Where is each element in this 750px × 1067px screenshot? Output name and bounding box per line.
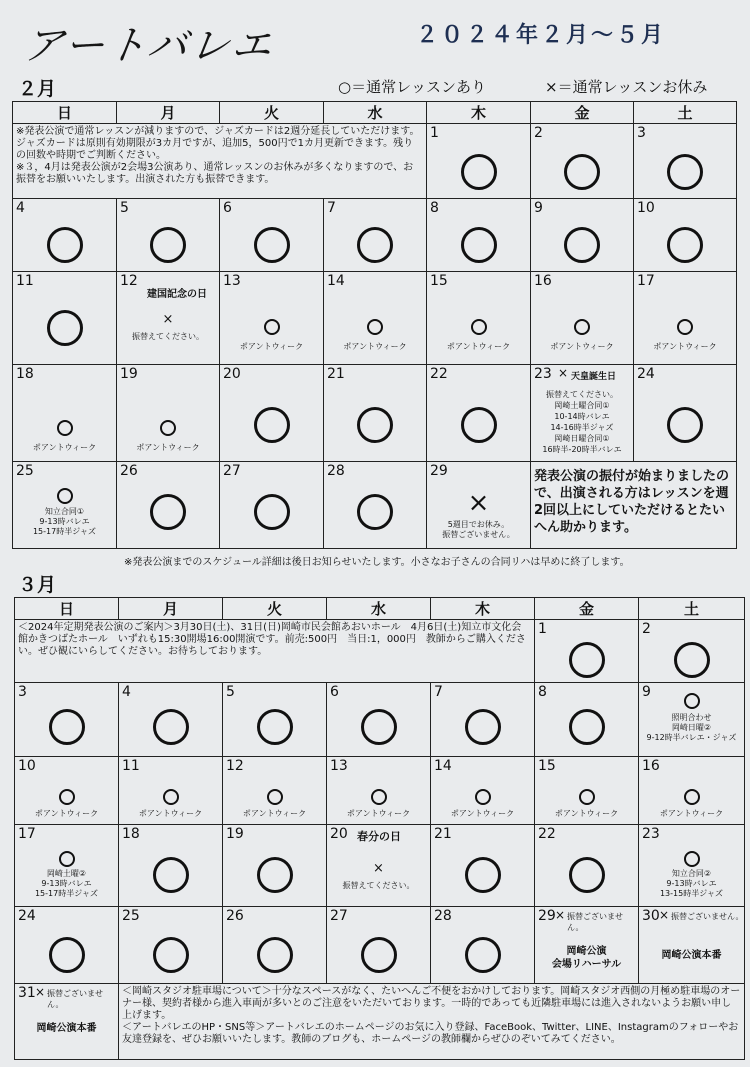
day-cell xyxy=(427,199,531,272)
pointe-week-label: ポアントウィーク xyxy=(450,809,515,818)
pointe-week-label: ポアントウィーク xyxy=(446,342,511,351)
lesson-circle-icon xyxy=(153,857,189,893)
lesson-circle-icon xyxy=(564,227,600,263)
day-cell xyxy=(535,683,639,757)
weekday-wed: 水 xyxy=(327,598,431,620)
lesson-circle-icon xyxy=(257,709,293,745)
day-number: 2 xyxy=(642,621,651,637)
lesson-circle-icon xyxy=(461,227,497,263)
day-number: 14 xyxy=(327,273,345,289)
lesson-circle-icon xyxy=(257,937,293,973)
small-circle-icon xyxy=(684,693,700,709)
day-cell xyxy=(639,757,745,825)
furikae-note: 振替えてください。 xyxy=(342,881,415,890)
day-cell xyxy=(431,907,535,984)
day-cell xyxy=(15,757,119,825)
feb23-schedule: 振替えてください。 岡崎土曜合同① 10-14時バレエ 14-16時半ジャズ 岡崎日曜合同① 16時半-20時半バレエ xyxy=(542,390,622,454)
calendar-mar xyxy=(14,597,745,1060)
day-cell xyxy=(634,124,737,199)
small-circle-icon xyxy=(677,319,693,335)
day-number: 7 xyxy=(434,684,443,700)
day-number: 18 xyxy=(122,826,140,842)
day-cell xyxy=(119,683,223,757)
month-title-feb: ２月 xyxy=(18,78,57,100)
okazaki-rehearsal: 岡崎公演 会場リハーサル xyxy=(551,946,622,970)
day-cell xyxy=(535,825,639,907)
weekday-fri: 金 xyxy=(531,102,634,124)
day-number: 17 xyxy=(637,273,655,289)
lesson-circle-icon xyxy=(150,494,186,530)
feb-notice-cell xyxy=(13,124,427,199)
lesson-circle-icon xyxy=(254,494,290,530)
day-number: 17 xyxy=(18,826,36,842)
lesson-circle-icon xyxy=(357,494,393,530)
lesson-circle-icon xyxy=(465,709,501,745)
weekday-sat: 土 xyxy=(639,598,745,620)
day-cell xyxy=(220,365,324,462)
small-circle-icon xyxy=(267,789,283,805)
weekday-sat: 土 xyxy=(634,102,737,124)
day-number: 8 xyxy=(430,200,439,216)
day-number: 30 xyxy=(642,908,660,924)
lesson-circle-icon xyxy=(461,154,497,190)
day-number: 18 xyxy=(16,366,34,382)
day-number: 16 xyxy=(642,758,660,774)
small-circle-icon xyxy=(264,319,280,335)
weekday-tue: 火 xyxy=(223,598,327,620)
lesson-circle-icon xyxy=(257,857,293,893)
lesson-circle-icon xyxy=(569,642,605,678)
day-number: 4 xyxy=(122,684,131,700)
day-number: 8 xyxy=(538,684,547,700)
lesson-circle-icon xyxy=(254,407,290,443)
performance-notice: ＜2024年定期発表公演のご案内＞3月30日(土)、31日(日)岡崎市民会館あおいホール 4月6日(土)知立市文化会館かきつばたホール いずれも15:30開場16:00開演です。前売:500円 当日:1，000円 教師からご購入ください。ぜひ観にいらしてください。お待ちしております。 xyxy=(18,622,526,657)
lesson-circle-icon xyxy=(667,227,703,263)
lesson-circle-icon xyxy=(461,407,497,443)
day-number: 7 xyxy=(327,200,336,216)
calendar-feb xyxy=(12,101,737,549)
weekday-wed: 水 xyxy=(324,102,427,124)
lesson-circle-icon xyxy=(357,227,393,263)
day-cell xyxy=(639,683,745,757)
day-number: 2 xyxy=(534,125,543,141)
day-number: 6 xyxy=(223,200,232,216)
legend-closed: ×＝通常レッスンお休み xyxy=(545,78,708,96)
legend-open: ○＝通常レッスンあり xyxy=(338,78,486,96)
lesson-circle-icon xyxy=(153,937,189,973)
weekday-mon: 月 xyxy=(117,102,220,124)
day-number: 3 xyxy=(18,684,27,700)
small-circle-icon xyxy=(367,319,383,335)
pointe-week-label: ポアントウィーク xyxy=(346,809,411,818)
day-cell xyxy=(535,907,639,984)
weekday-thu: 木 xyxy=(427,102,531,124)
small-circle-icon xyxy=(579,789,595,805)
day-number: 4 xyxy=(16,200,25,216)
closed-cross-icon: × xyxy=(558,366,569,380)
closed-cross-icon: × xyxy=(35,985,46,999)
day-number: 31 xyxy=(18,985,36,1001)
day-number: 1 xyxy=(538,621,547,637)
pointe-week-label: ポアントウィーク xyxy=(550,342,614,351)
lesson-circle-icon xyxy=(564,154,600,190)
okazaki-performance: 岡崎公演本番 xyxy=(661,950,722,961)
lesson-circle-icon xyxy=(569,709,605,745)
day-number: 5 xyxy=(120,200,129,216)
no-furikae-note: 振替ございません。 xyxy=(567,912,623,932)
day-number: 19 xyxy=(120,366,138,382)
closed-cross-icon: × xyxy=(659,908,670,922)
day-cell xyxy=(15,984,119,1060)
day-number: 6 xyxy=(330,684,339,700)
day-cell xyxy=(15,825,119,907)
day-cell xyxy=(13,272,117,365)
day-cell xyxy=(220,462,324,549)
day-cell xyxy=(220,272,324,365)
day-cell xyxy=(431,757,535,825)
month-title-mar: ３月 xyxy=(18,574,57,596)
day-number: 15 xyxy=(538,758,556,774)
weekday-thu: 木 xyxy=(431,598,535,620)
feb-footnote: ※発表公演までのスケジュール詳細は後日お知らせいたします。小さなお子さんの合同リハは早めに終了します。 xyxy=(124,557,630,568)
parking-sns-notice: ＜岡崎スタジオ駐車場について＞十分なスペースがなく、たいへんご不便をおかけしております。岡崎スタジオ西側の月極め駐車場のオーナー様、契約者様から進入車両が多いとのご注意をいただいております。一時的であっても近隣駐車場には進入されないようお願い申し上げます。 ＜アートバレエのHP・SNS等＞アートバレエのホームページのお気に入り登録、FaceBook、Twitter、LINE、Instagramのフォローやお友達登録を、ぜひお願いいたします。教師のブログも、ホームページの教師欄からぜひのぞいてみてください。 xyxy=(122,986,741,1045)
day-cell xyxy=(531,199,634,272)
small-circle-icon xyxy=(574,319,590,335)
pointe-week-label: ポアントウィーク xyxy=(653,342,717,351)
day-number: 25 xyxy=(122,908,140,924)
small-circle-icon xyxy=(684,851,700,867)
lesson-circle-icon xyxy=(465,857,501,893)
lesson-circle-icon xyxy=(667,154,703,190)
day-cell xyxy=(119,907,223,984)
day-number: 9 xyxy=(642,684,651,700)
day-number: 5 xyxy=(226,684,235,700)
day-cell xyxy=(535,757,639,825)
day-number: 13 xyxy=(223,273,241,289)
small-circle-icon xyxy=(160,420,176,436)
feb29-note: 5週目でお休み。 振替ございません。 xyxy=(442,520,515,539)
day-number: 24 xyxy=(637,366,655,382)
day-cell xyxy=(427,462,531,549)
day-cell xyxy=(119,757,223,825)
mar-bottom-notice-cell xyxy=(119,984,745,1060)
small-circle-icon xyxy=(59,789,75,805)
day-number: 16 xyxy=(534,273,552,289)
lesson-circle-icon xyxy=(569,857,605,893)
day-number: 22 xyxy=(538,826,556,842)
day-cell xyxy=(639,620,745,683)
pointe-week-label: ポアントウィーク xyxy=(659,809,724,818)
small-circle-icon xyxy=(57,488,73,504)
no-furikae-note: 振替ございません。 xyxy=(47,989,103,1009)
period-title: ２０２４年２月～５月 xyxy=(416,23,667,48)
small-circle-icon xyxy=(371,789,387,805)
lesson-circle-icon xyxy=(49,709,85,745)
day-cell xyxy=(427,124,531,199)
feb25-schedule: 知立合同① 9-13時バレエ 15-17時半ジャズ xyxy=(32,507,97,536)
furikae-note: 振替えてください。 xyxy=(132,332,204,341)
day-cell xyxy=(117,365,220,462)
mar-notice-cell xyxy=(15,620,535,683)
holiday-label: 建国記念の日 xyxy=(147,289,207,300)
no-furikae-note: 振替ございません。 xyxy=(671,912,744,921)
day-number: 10 xyxy=(18,758,36,774)
lesson-circle-icon xyxy=(49,937,85,973)
mar23-schedule: 知立合同② 9-13時バレエ 13-15時半ジャズ xyxy=(659,869,724,898)
pointe-week-label: ポアントウィーク xyxy=(242,809,307,818)
lesson-circle-icon xyxy=(674,642,710,678)
mar9-schedule: 照明合わせ 岡崎日曜② 9-12時半バレエ・ジャズ xyxy=(646,713,737,742)
pointe-week-label: ポアントウィーク xyxy=(343,342,407,351)
day-cell xyxy=(15,683,119,757)
day-cell xyxy=(639,907,745,984)
lesson-circle-icon xyxy=(47,310,83,346)
day-cell xyxy=(531,124,634,199)
day-cell xyxy=(639,825,745,907)
pointe-week-label: ポアントウィーク xyxy=(239,342,304,351)
pointe-week-label: ポアントウィーク xyxy=(34,809,99,818)
holiday-label: 天皇誕生日 xyxy=(571,372,617,382)
pointe-week-label: ポアントウィーク xyxy=(554,809,619,818)
logo: アートバレエ xyxy=(20,23,277,69)
feb-card-note: ※発表公演で通常レッスンが減りますので、ジャズカードは2週分延長していただけます。ジャズカードは原則有効期限が3カ月ですが、追加5，500円で1カ月更新できます。残りの回数や時期でご判断ください。 ※３，4月は発表公演が2会場3公演あり、通常レッスンのお休みが多くなりますので、お振替をお願いいたします。出演された方も振替できます。 xyxy=(16,126,420,185)
lesson-circle-icon xyxy=(361,937,397,973)
day-cell xyxy=(324,199,427,272)
day-number: 10 xyxy=(637,200,655,216)
pointe-week-label: ポアントウィーク xyxy=(136,443,200,452)
day-cell xyxy=(431,683,535,757)
day-cell xyxy=(13,365,117,462)
day-number: 13 xyxy=(330,758,348,774)
day-cell xyxy=(427,272,531,365)
day-number: 20 xyxy=(223,366,241,382)
day-number: 11 xyxy=(122,758,140,774)
lesson-circle-icon xyxy=(47,227,83,263)
day-cell xyxy=(220,199,324,272)
day-number: 23 xyxy=(534,366,552,382)
lesson-circle-icon xyxy=(465,937,501,973)
day-cell xyxy=(223,757,327,825)
day-number: 23 xyxy=(642,826,660,842)
day-number: 28 xyxy=(434,908,452,924)
closed-cross-icon: × xyxy=(555,908,566,922)
day-number: 29 xyxy=(430,463,448,479)
day-number: 11 xyxy=(16,273,34,289)
feb-notice-cell xyxy=(531,462,737,549)
okazaki-performance: 岡崎公演本番 xyxy=(36,1023,97,1034)
day-cell xyxy=(531,272,634,365)
day-cell xyxy=(117,199,220,272)
day-cell xyxy=(15,907,119,984)
lesson-circle-icon xyxy=(667,407,703,443)
day-number: 29 xyxy=(538,908,556,924)
lesson-circle-icon xyxy=(254,227,290,263)
day-number: 14 xyxy=(434,758,452,774)
day-number: 24 xyxy=(18,908,36,924)
day-cell xyxy=(427,365,531,462)
day-cell xyxy=(223,825,327,907)
small-circle-icon xyxy=(475,789,491,805)
small-circle-icon xyxy=(684,789,700,805)
choreography-notice: 発表公演の振付が始まりましたので、出演される方はレッスンを週2回以上にしていただけるとたいへん助かります。 xyxy=(534,469,730,535)
day-number: 3 xyxy=(637,125,646,141)
lesson-circle-icon xyxy=(150,227,186,263)
day-number: 21 xyxy=(327,366,345,382)
day-cell xyxy=(327,907,431,984)
day-number: 22 xyxy=(430,366,448,382)
day-cell xyxy=(223,907,327,984)
day-number: 21 xyxy=(434,826,452,842)
day-cell xyxy=(431,825,535,907)
holiday-label: 春分の日 xyxy=(357,830,401,843)
day-cell xyxy=(327,757,431,825)
day-cell xyxy=(324,365,427,462)
day-cell xyxy=(327,825,431,907)
small-circle-icon xyxy=(163,789,179,805)
day-cell xyxy=(535,620,639,683)
day-number: 15 xyxy=(430,273,448,289)
day-number: 12 xyxy=(226,758,244,774)
day-cell xyxy=(13,462,117,549)
day-cell xyxy=(223,683,327,757)
weekday-tue: 火 xyxy=(220,102,324,124)
lesson-circle-icon xyxy=(153,709,189,745)
day-number: 1 xyxy=(430,125,439,141)
day-cell xyxy=(531,365,634,462)
closed-cross-icon: × xyxy=(373,861,384,876)
day-cell xyxy=(634,272,737,365)
day-cell xyxy=(324,272,427,365)
small-circle-icon xyxy=(471,319,487,335)
pointe-week-label: ポアントウィーク xyxy=(32,443,97,452)
day-number: 27 xyxy=(223,463,241,479)
closed-cross-icon: × xyxy=(162,312,174,327)
day-number: 19 xyxy=(226,826,244,842)
day-cell xyxy=(634,199,737,272)
day-cell xyxy=(117,462,220,549)
small-circle-icon xyxy=(59,851,75,867)
weekday-sun: 日 xyxy=(15,598,119,620)
day-number: 12 xyxy=(120,273,138,289)
day-cell xyxy=(634,365,737,462)
closed-cross-icon: × xyxy=(467,488,490,518)
day-number: 27 xyxy=(330,908,348,924)
mar17-schedule: 岡崎土曜② 9-13時バレエ 15-17時半ジャズ xyxy=(34,869,99,898)
day-number: 26 xyxy=(120,463,138,479)
day-cell xyxy=(327,683,431,757)
pointe-week-label: ポアントウィーク xyxy=(138,809,203,818)
day-number: 26 xyxy=(226,908,244,924)
day-cell xyxy=(324,462,427,549)
day-cell xyxy=(13,199,117,272)
weekday-sun: 日 xyxy=(13,102,117,124)
weekday-mon: 月 xyxy=(119,598,223,620)
day-number: 25 xyxy=(16,463,34,479)
day-number: 20 xyxy=(330,826,348,842)
lesson-circle-icon xyxy=(357,407,393,443)
day-cell xyxy=(117,272,220,365)
weekday-fri: 金 xyxy=(535,598,639,620)
day-cell xyxy=(119,825,223,907)
lesson-circle-icon xyxy=(361,709,397,745)
small-circle-icon xyxy=(57,420,73,436)
day-number: 28 xyxy=(327,463,345,479)
day-number: 9 xyxy=(534,200,543,216)
